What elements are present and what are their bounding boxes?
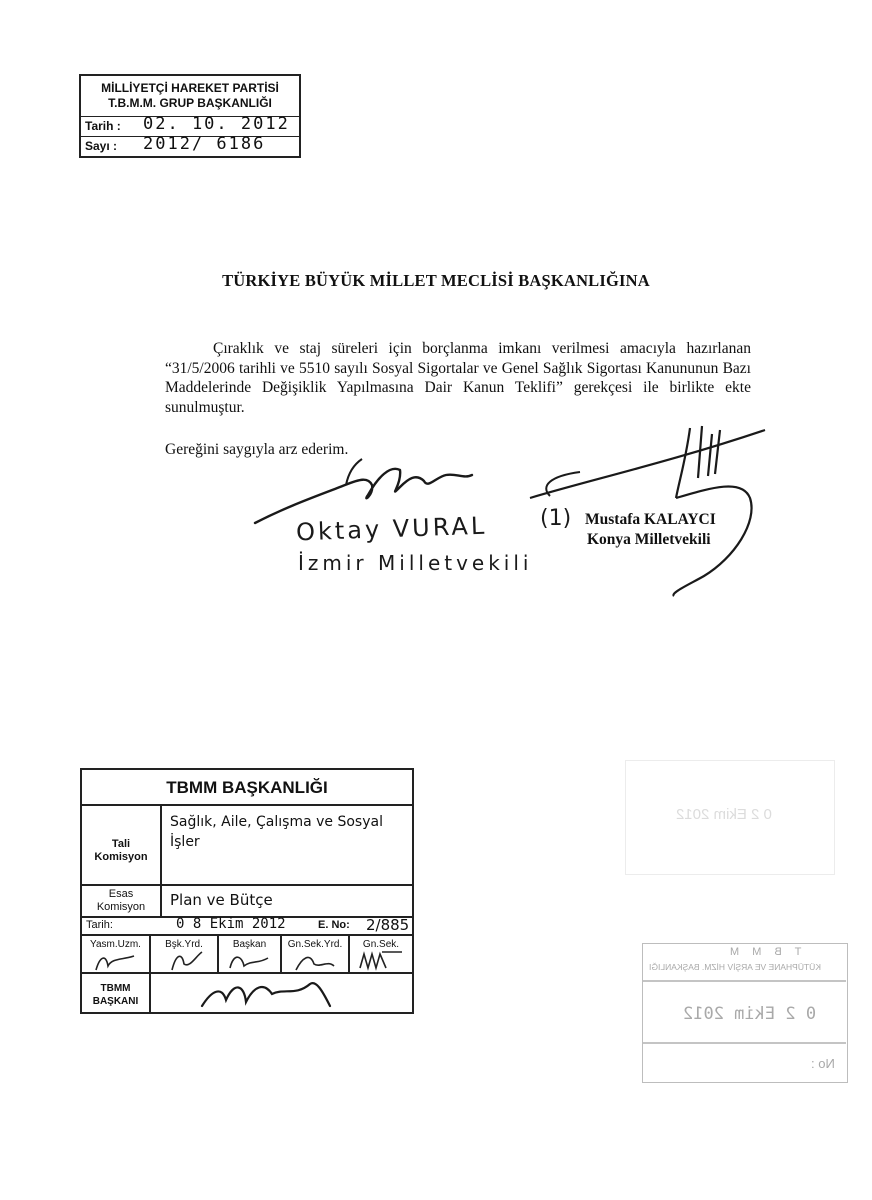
tbmm-date-label: Tarih: [86, 919, 113, 931]
signatory-2-role: Konya Milletvekili [587, 531, 711, 548]
tali-komisyon-value-2: İşler [170, 834, 200, 850]
stamp-header [81, 76, 299, 117]
receipt-stamp [642, 943, 848, 1083]
receipt-stamp-date: 0 2 Ekim 2012 [683, 1004, 817, 1024]
approval-initials [82, 948, 412, 974]
stamp-number-row [81, 134, 299, 157]
eno-label: E. No: [318, 919, 350, 931]
col-bsk-yrd: Bşk.Yrd. [165, 939, 203, 950]
esas-komisyon-label: Esas Komisyon [96, 888, 146, 913]
eno-value: 2/885 [366, 916, 410, 934]
stamp-number-label: Sayı : [85, 139, 118, 153]
ghost-stamp-date: 0 2 Ekim 2012 [676, 806, 772, 823]
col-yasm-uzm: Yasm.Uzm. [90, 939, 141, 950]
tbmm-presidency-stamp [80, 768, 414, 1014]
signatory-2-mark: (1) [540, 506, 572, 531]
document-title: TÜRKİYE BÜYÜK MİLLET MECLİSİ BAŞKANLIĞINA [222, 271, 650, 290]
tbmm-baskani-label: TBMM BAŞKANI [92, 983, 139, 1007]
receipt-stamp-subheader: KÜTÜPHANE VE ARŞİV HİZM. BAŞKANLIĞI [649, 962, 821, 972]
stamp-group-name: T.B.M.M. GRUP BAŞKANLIĞI [108, 96, 272, 110]
ghost-stamp [625, 760, 835, 875]
tbmm-date-value: 0 8 Ekim 2012 [176, 916, 286, 932]
document-body: Çıraklık ve staj süreleri için borçlanma imkanı verilmesi amacıyla hazırlanan “31/5/2006 tarihli ve 5510 sayılı Sosyal Sigortalar ve Genel Sağlık Sigortası Kanununun Bazı Maddelerinde Değişiklik Yapılmasına Dair Kanun Teklifi” gerekçesi ile birlikte ekte sunulmuştur. [165, 340, 751, 416]
signatory-1-role: İzmir Milletvekili [298, 551, 533, 575]
tali-komisyon-label: Tali Komisyon [94, 838, 148, 863]
document-closing: Gereğini saygıyla arz ederim. [165, 441, 349, 458]
esas-komisyon-value: Plan ve Bütçe [170, 891, 273, 909]
stamp-number-value: 2012/ 6186 [143, 134, 266, 154]
tbmm-baskani-signature [192, 976, 352, 1014]
receipt-stamp-no-label: No : [811, 1056, 835, 1071]
col-baskan: Başkan [232, 939, 267, 950]
receipt-stamp-header: T B M M [725, 946, 802, 958]
tali-komisyon-value-1: Sağlık, Aile, Çalışma ve Sosyal [170, 814, 383, 830]
party-group-stamp [79, 74, 301, 158]
signatory-1-name: Oktay VURAL [295, 511, 488, 547]
signatory-2-name: Mustafa KALAYCI [585, 511, 716, 528]
stamp-party-name: MİLLİYETÇİ HAREKET PARTİSİ [101, 81, 279, 95]
stamp-date-value: 02. 10. 2012 [143, 114, 290, 134]
stamp-date-label: Tarih : [85, 119, 121, 133]
col-gn-sek: Gn.Sek. [362, 939, 400, 950]
tbmm-stamp-title: TBMM BAŞKANLIĞI [82, 770, 412, 806]
col-gn-sek-yrd: Gn.Sek.Yrd. [287, 939, 343, 950]
